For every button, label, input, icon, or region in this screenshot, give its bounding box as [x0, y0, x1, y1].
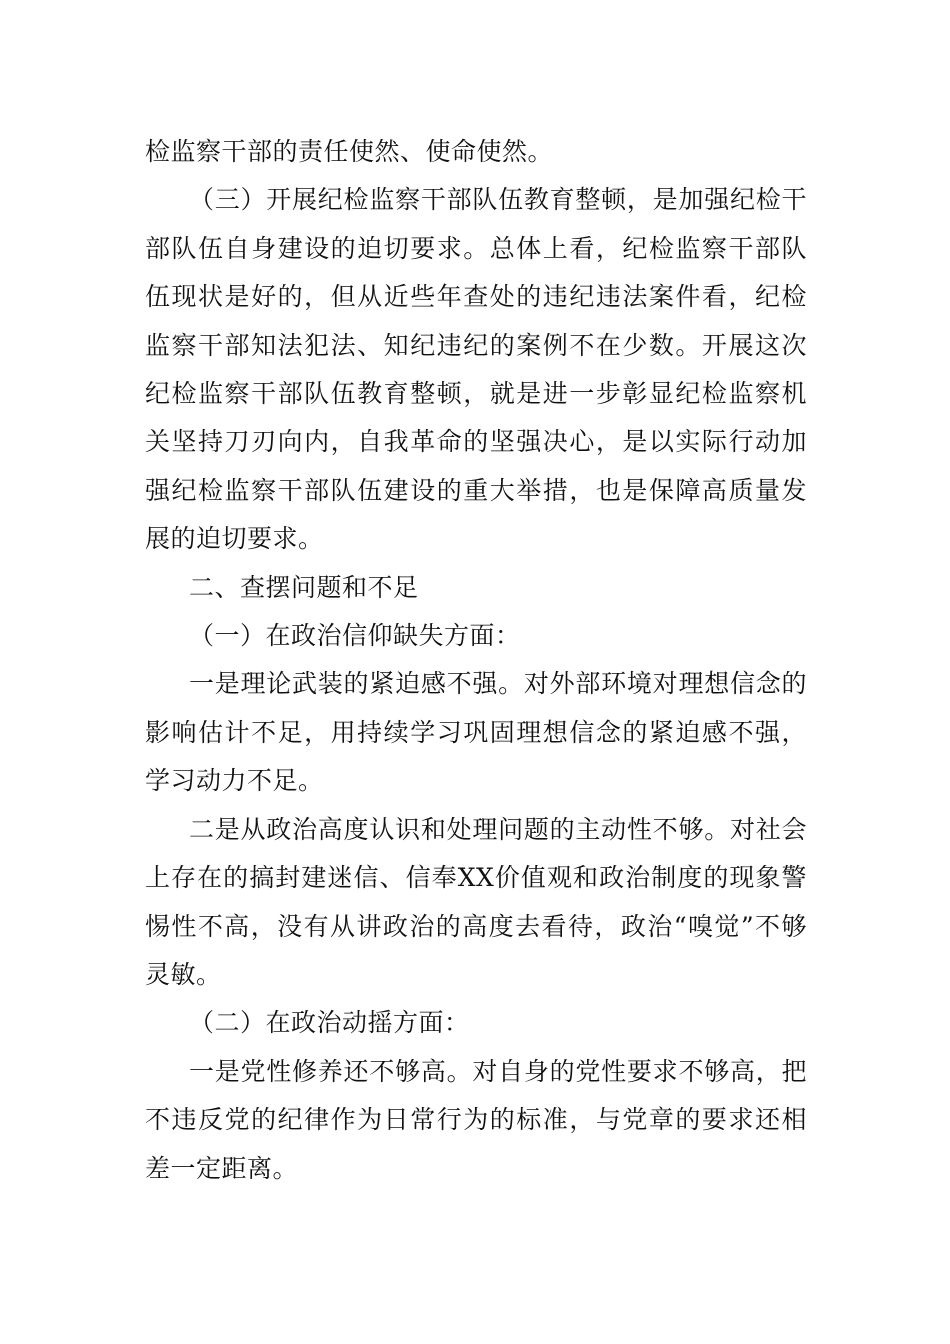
paragraph-section-three: （三）开展纪检监察干部队伍教育整顿，是加强纪检干部队伍自身建设的迫切要求。总体上看，纪检监察干部队伍现状是好的，但从近些年查处的违纪违法案件看，纪检监察干部知法犯法、知纪违纪的案例不在少数。开展这次纪检监察干部队伍教育整顿，就是进一步彰显纪检监察机关坚持刀刃向内，自我革命的坚强决心，是以实际行动加强纪检监察干部队伍建设的重大举措，也是保障高质量发展的迫切要求。 [145, 185, 807, 554]
subheading-political-belief: （一）在政治信仰缺失方面： [189, 621, 521, 651]
paragraph-political-height: 二是从政治高度认识和处理问题的主动性不够。对社会上存在的搞封建迷信、信奉XX价值观和政治制度的现象警惕性不高，没有从讲政治的高度去看待，政治“嗅觉”不够灵敏。 [145, 814, 807, 989]
subheading-political-wavering: （二）在政治动摇方面： [189, 1008, 470, 1038]
paragraph-continuation: 检监察干部的责任使然、使命使然。 [145, 137, 554, 166]
paragraph-theory-arming: 一是理论武装的紧迫感不强。对外部环境对理想信念的影响估计不足，用持续学习巩固理想信念的紧迫感不强，学习动力不足。 [145, 669, 807, 796]
document-body [145, 128, 807, 1193]
section-heading: 二、查摆问题和不足 [189, 572, 419, 602]
paragraph-party-cultivation: 一是党性修养还不够高。对自身的党性要求不够高，把不违反党的纪律作为日常行为的标准，与党章的要求还相差一定距离。 [145, 1056, 807, 1183]
